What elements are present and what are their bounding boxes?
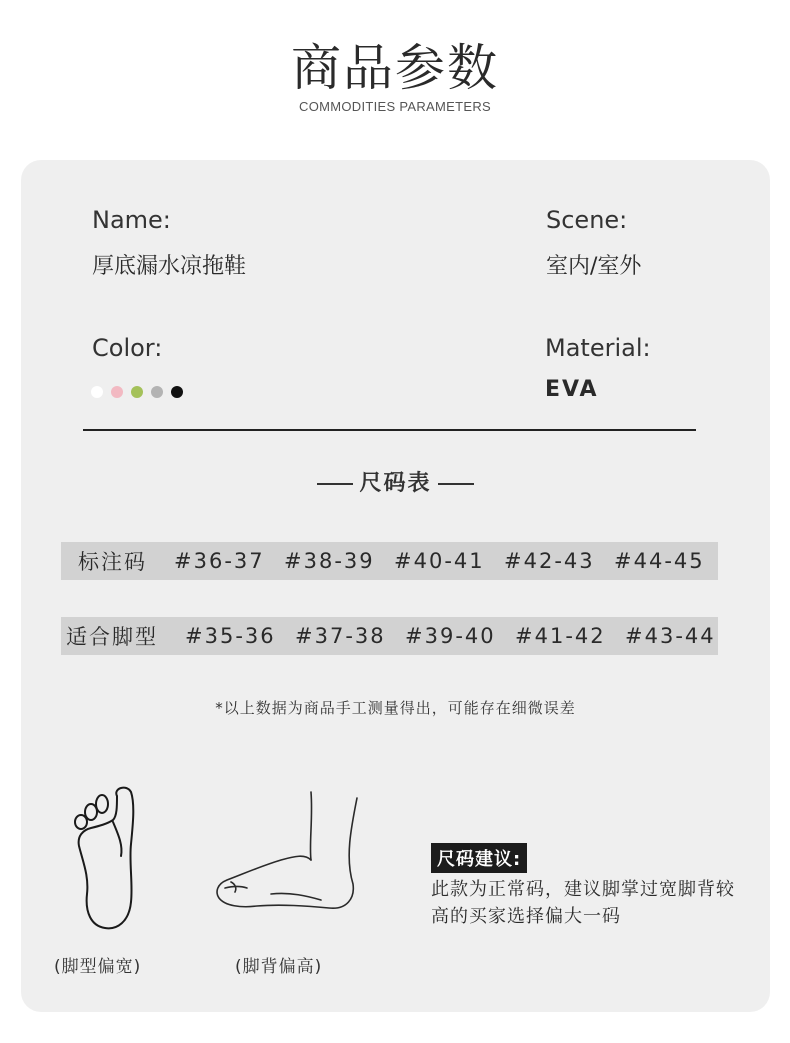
size-chart-title-text: 尺码表 xyxy=(359,471,432,496)
material-value: EVA xyxy=(545,377,599,402)
page-subtitle: COMMODITIES PARAMETERS xyxy=(299,99,491,114)
name-value: 厚底漏水凉拖鞋 xyxy=(92,254,247,279)
material-label: Material: xyxy=(545,334,651,362)
color-swatches xyxy=(91,386,183,398)
measurement-note: *以上数据为商品手工测量得出，可能存在细微误差 xyxy=(215,699,576,717)
high-instep-foot-icon xyxy=(211,788,361,918)
title-dash-left xyxy=(317,483,353,485)
page-title: 商品参数 xyxy=(291,39,499,97)
size-row-fit xyxy=(61,617,718,655)
color-swatch xyxy=(171,386,183,398)
color-swatch xyxy=(151,386,163,398)
color-swatch xyxy=(91,386,103,398)
size-advice-text: 此款为正常码，建议脚掌过宽脚背较高的买家选择偏大一码 xyxy=(431,879,735,927)
row-label: 适合脚型 xyxy=(66,625,158,649)
size-advice-title: 尺码建议: xyxy=(431,843,527,873)
size-cell: #42-43 xyxy=(504,549,595,573)
size-cell: #43-44 xyxy=(625,624,716,648)
high-instep-caption: (脚背偏高) xyxy=(235,957,323,977)
title-dash-right xyxy=(438,483,474,485)
parameters-card xyxy=(21,160,770,1012)
size-cell: #44-45 xyxy=(614,549,705,573)
size-row-labeled xyxy=(61,542,718,580)
size-cell: #40-41 xyxy=(394,549,485,573)
scene-value: 室内/室外 xyxy=(546,254,642,279)
size-cell: #35-36 xyxy=(185,624,276,648)
wide-foot-caption: (脚型偏宽) xyxy=(54,957,142,977)
divider xyxy=(83,429,696,431)
size-cell: #41-42 xyxy=(515,624,606,648)
scene-label: Scene: xyxy=(546,206,628,234)
size-cell: #36-37 xyxy=(174,549,265,573)
size-chart-title xyxy=(21,466,770,497)
size-cell: #38-39 xyxy=(284,549,375,573)
size-cell: #37-38 xyxy=(295,624,386,648)
color-label: Color: xyxy=(92,334,163,362)
size-cell: #39-40 xyxy=(405,624,496,648)
name-label: Name: xyxy=(92,206,171,234)
color-swatch xyxy=(131,386,143,398)
wide-foot-icon xyxy=(69,784,144,934)
row-label: 标注码 xyxy=(78,550,147,574)
color-swatch xyxy=(111,386,123,398)
